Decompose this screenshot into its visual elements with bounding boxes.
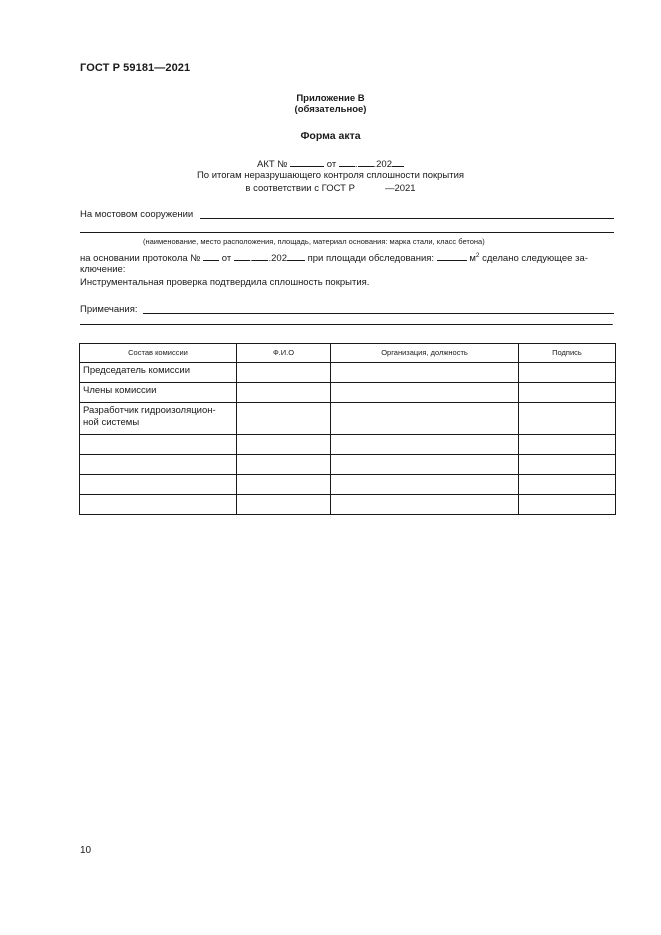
- table-cell: [519, 403, 616, 435]
- table-cell: [519, 435, 616, 455]
- table-cell: [519, 475, 616, 495]
- table-cell: [519, 495, 616, 515]
- table-cell: [519, 455, 616, 475]
- protocol-unit: м: [469, 253, 476, 264]
- bridge-blank-line: [200, 218, 614, 219]
- col-header-organization: Организация, должность: [331, 344, 519, 363]
- act-year-blank: [392, 157, 404, 167]
- table-cell: [331, 363, 519, 383]
- table-cell: [237, 363, 331, 383]
- table-row: [80, 475, 616, 495]
- act-line-3: [0, 183, 661, 194]
- table-cell: [331, 435, 519, 455]
- table-cell: [331, 455, 519, 475]
- notes-end: .: [611, 317, 614, 328]
- table-cell: [331, 495, 519, 515]
- col-header-fio: Ф.И.О: [237, 344, 331, 363]
- table-row: [80, 363, 616, 383]
- table-cell: Члены комиссии: [80, 383, 237, 403]
- act-day-blank: [339, 157, 355, 167]
- protocol-from: от: [221, 253, 232, 264]
- bridge-hint: (наименование, место расположения, площадь, материал основания: марка стали, класс бетона): [143, 237, 485, 246]
- protocol-number-blank: [203, 251, 219, 261]
- table-cell: [331, 383, 519, 403]
- protocol-day-blank: [234, 251, 250, 261]
- protocol-unit-sup: 2: [475, 251, 480, 259]
- table-row: [80, 403, 616, 435]
- protocol-continuation: ключение:: [80, 264, 126, 275]
- act-gost-prefix: в соответствии с ГОСТ Р: [245, 183, 355, 194]
- protocol-year-blank: [287, 251, 305, 261]
- act-gost-suffix: —2021: [384, 183, 416, 194]
- conclusion-text: Инструментальная проверка подтвердила сплошность покрытия.: [80, 277, 370, 288]
- protocol-month-blank: [252, 251, 268, 261]
- bridge-blank-line-2: [80, 232, 614, 233]
- act-line-1: АКТ № от . .202: [0, 157, 661, 170]
- act-line-2: По итогам неразрушающего контроля сплошности покрытия: [196, 170, 465, 181]
- commission-table: [79, 343, 616, 515]
- bridge-label: На мостовом сооружении: [80, 209, 194, 220]
- act-year-label: 202: [376, 159, 392, 170]
- table-cell: [331, 403, 519, 435]
- table-cell: Разработчик гидроизоляцион- ной системы: [80, 403, 237, 435]
- table-cell: [519, 363, 616, 383]
- protocol-year: 202: [271, 253, 287, 264]
- table-cell: [80, 495, 237, 515]
- protocol-line: на основании протокола № от . .202 при площади обследования: $м^2$ сделано следующее за-: [80, 251, 588, 264]
- act-number-blank: [290, 157, 324, 167]
- table-cell: [237, 455, 331, 475]
- appendix-status: (обязательное): [294, 104, 367, 115]
- notes-blank-line: [143, 313, 614, 314]
- table-cell: [519, 383, 616, 403]
- protocol-area: при площади обследования:: [307, 253, 435, 264]
- table-cell: [237, 495, 331, 515]
- act-month-blank: [358, 157, 374, 167]
- standard-code: ГОСТ Р 59181—2021: [80, 62, 191, 74]
- appendix-title: Приложение В: [296, 93, 365, 104]
- table-header-row: [80, 344, 616, 363]
- table-row: [80, 455, 616, 475]
- table-cell: [237, 383, 331, 403]
- table-cell: [80, 475, 237, 495]
- table-row: [80, 495, 616, 515]
- table-cell: [331, 475, 519, 495]
- form-title: Форма акта: [300, 130, 361, 142]
- act-number-label: АКТ №: [256, 159, 288, 170]
- table-row: [80, 383, 616, 403]
- table-cell: [237, 403, 331, 435]
- table-cell: [237, 435, 331, 455]
- protocol-prefix: на основании протокола №: [80, 253, 201, 264]
- notes-blank-line-2: [80, 324, 612, 325]
- table-row: [80, 435, 616, 455]
- table-cell: [80, 455, 237, 475]
- table-cell: Председатель комиссии: [80, 363, 237, 383]
- act-from-label: от: [326, 159, 337, 170]
- table-cell: [237, 475, 331, 495]
- table-cell: [80, 435, 237, 455]
- notes-label: Примечания:: [80, 304, 138, 315]
- col-header-commission: Состав комиссии: [80, 344, 237, 363]
- protocol-area-blank: [437, 251, 467, 261]
- page-number: 10: [80, 845, 92, 856]
- protocol-suffix: сделано следующее за-: [482, 253, 588, 264]
- col-header-signature: Подпись: [519, 344, 616, 363]
